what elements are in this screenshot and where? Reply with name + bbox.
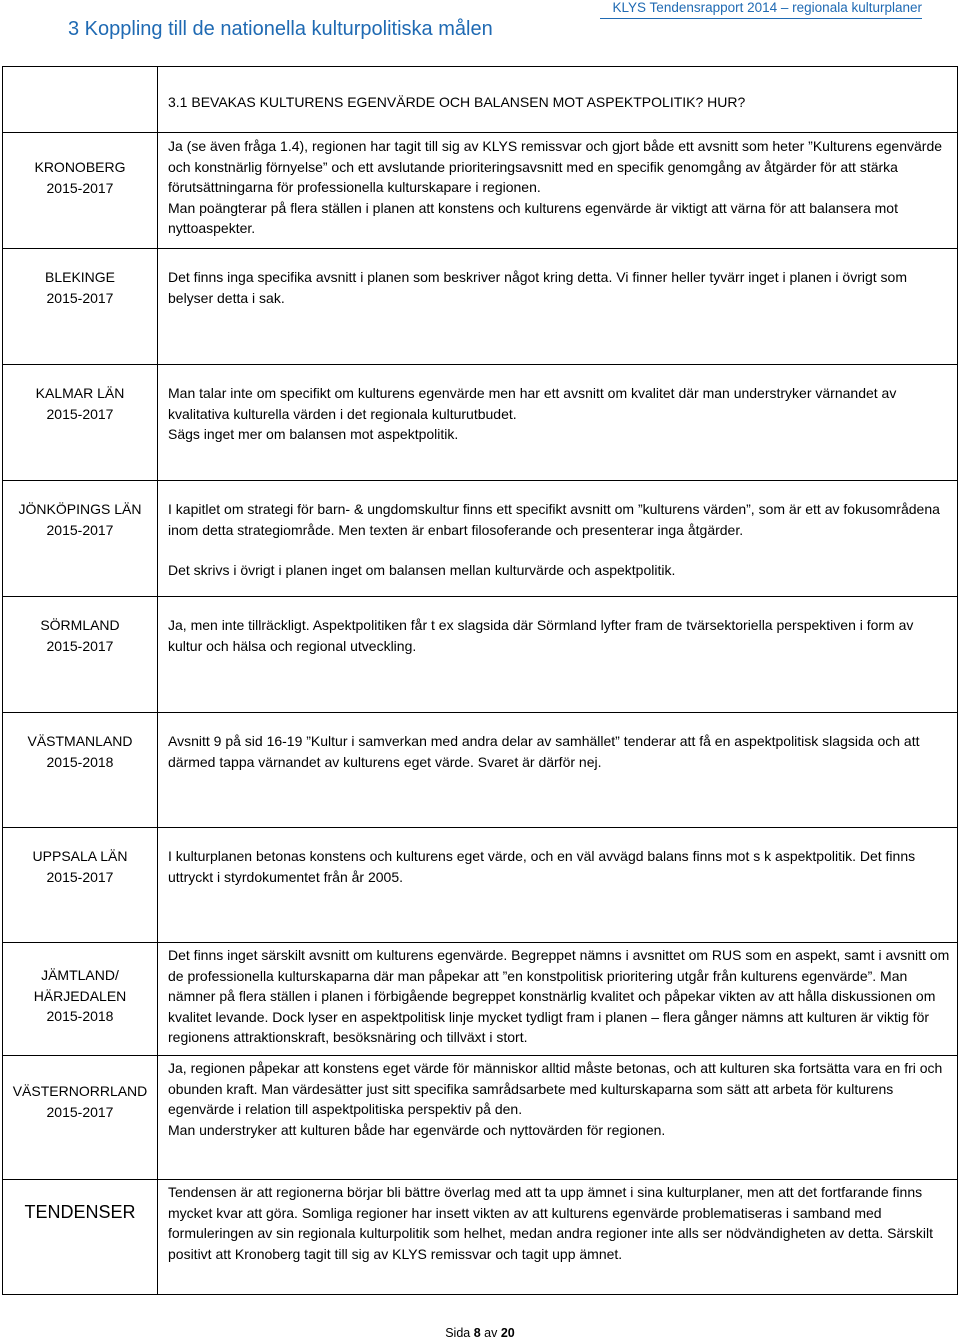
table-row	[3, 133, 958, 249]
paragraph: Ja (se även fråga 1.4), regionen har tagit till sig av KLYS remissvar och gjort både ett avsnitt som heter ”Kulturens egenvärde och konstnärlig förnyelse” och ett avslutande prioriteringsavsnitt med en specifik genomgång av åtgärder för att stärka förutsättningarna för professionella kulturskapare i regionen.	[168, 138, 943, 195]
footer-prefix: Sida	[445, 1326, 471, 1340]
table-row	[3, 1056, 958, 1180]
region-text-cell	[158, 1056, 958, 1180]
region-text-cell	[158, 713, 958, 828]
paragraph: I kapitlet om strategi för barn- & ungdomskultur finns ett specifikt avsnitt om ”kulturens värden”, som är ett av fokusområdena inom detta strategiområde. Men texten är enbart filosoferande och presenterar inga åtgärder.	[168, 501, 940, 538]
region-period: 2015-2017	[46, 1103, 114, 1120]
paragraph: Ja, men inte tillräckligt. Aspektpolitiken får t ex slagsida där Sörmland lyfter fram de tvärsektoriella perspektiven i form av kultur och hälsa och regional utveckling.	[168, 617, 914, 654]
table-row	[3, 713, 958, 828]
paragraph: Det skrivs i övrigt i planen inget om balansen mellan kulturvärde och aspektpolitik.	[168, 562, 676, 578]
paragraph: Tendensen är att regionerna börjar bli bättre överlag med att ta upp ämnet i sina kulturplaner, men att det fortfarande finns mycket kvar att göra. Somliga regioner har insett vikten av att kulturens egenvärde problematiseras i samband med formuleringen av sin regionala kulturpolitik som helhet, medan andra regioner inte alls ser nödvändigheten av detta. Särskilt positivt att Kronoberg tagit till sig av KLYS remissvar och tagit upp ämnet.	[168, 1184, 933, 1262]
region-name: BLEKINGE	[44, 269, 116, 285]
region-label-cell	[3, 133, 158, 249]
paragraph: Det finns inget särskilt avsnitt om kulturens egenvärde. Begreppet nämns i avsnittet om RUS som en aspekt, samt i avsnitt om de professionella kulturskaparna där man påpekar att ”en konstpolitisk prioritering utgår från kulturens egenvärde”. Man nämner på flera ställen i planen i förbigående begreppet konstnärlig kvalitet och påpekar vikten av att hålla diskussionen om kvalitet levande. Dock lyser en aspektpolitisk linje mycket tydligt fram i planen – flera gånger nämns att kulturen är viktig för regionens attraktionskraft, besöksnäring och tillväxt i stort.	[168, 947, 950, 1045]
page-footer	[0, 1326, 960, 1340]
region-text-cell	[158, 481, 958, 597]
region-text-cell	[158, 1180, 958, 1295]
region-name: SÖRMLAND	[40, 617, 120, 633]
paragraph: I kulturplanen betonas konstens och kulturens eget värde, och en väl avvägd balans finns mot s k aspektpolitik. Det finns uttryckt i styrdokumentet från år 2005.	[168, 848, 916, 885]
region-text-cell	[158, 943, 958, 1056]
region-text-cell	[158, 828, 958, 943]
region-name: JÖNKÖPINGS LÄN	[18, 501, 142, 517]
paragraph: Avsnitt 9 på sid 16-19 ”Kultur i samverkan med andra delar av samhället” tenderar att få en aspektpolitisk slagsida och att därmed tappa värnandet av kulturens eget värde. Svaret är därför nej.	[168, 733, 920, 770]
question-row	[3, 67, 958, 133]
paragraph: Ja, regionen påpekar att konstens eget värde för människor alltid måste betonas, och att kulturen ska fortsätta vara en fri och obunden kraft. Man värdesätter just sitt specifika samrådsarbete med kulturskaparna som sätt att arbeta för kulturens egenvärde i relation till aspektpolitiska perspektiv på den.	[168, 1060, 943, 1117]
region-label-cell	[3, 828, 158, 943]
region-label-cell	[3, 1056, 158, 1180]
region-period: 2015-2017	[46, 289, 114, 306]
footer-page-number: 8	[473, 1326, 481, 1340]
region-text-cell	[158, 133, 958, 249]
paragraph: Man understryker att kulturen både har egenvärde och nyttovärden för regionen.	[168, 1121, 666, 1138]
question-label-cell	[3, 67, 158, 133]
region-period: 2015-2017	[46, 868, 114, 885]
table-row	[3, 365, 958, 481]
region-period: 2015-2018	[46, 753, 114, 770]
region-text-cell	[158, 365, 958, 481]
region-name: KRONOBERG	[34, 159, 126, 175]
region-label-cell	[3, 597, 158, 713]
region-period: 2015-2017	[46, 637, 114, 654]
region-name: KALMAR LÄN	[35, 385, 125, 401]
paragraph: Man talar inte om specifikt om kulturens egenvärde men har ett avsnitt om kvalitet där man understryker värnandet av kvalitativa kulturella värden i det regionala kulturutbudet.	[168, 385, 897, 422]
region-label-cell	[3, 1180, 158, 1295]
page-header-title: 3 Koppling till de nationella kulturpolitiska målen	[68, 18, 493, 40]
question-text: 3.1 BEVAKAS KULTURENS EGENVÄRDE OCH BALANSEN MOT ASPEKTPOLITIK? HUR?	[168, 94, 746, 110]
question-cell	[158, 67, 958, 133]
region-label-cell	[3, 943, 158, 1056]
table-row	[3, 249, 958, 365]
tendenser-label: TENDENSER	[24, 1202, 136, 1222]
table-row	[3, 828, 958, 943]
region-text-cell	[158, 249, 958, 365]
region-name: VÄSTMANLAND	[27, 733, 133, 749]
paragraph: Man poängterar på flera ställen i planen att konstens och kulturens egenvärde är viktigt att värna för att balansera mot nyttoaspekter.	[168, 199, 898, 236]
region-period: 2015-2018	[46, 1008, 114, 1024]
region-text-cell	[158, 597, 958, 713]
page-header-doc-title: KLYS Tendensrapport 2014 – regionala kulturplaner	[612, 0, 922, 15]
table-row	[3, 943, 958, 1056]
region-label-cell	[3, 481, 158, 597]
table-row	[3, 597, 958, 713]
region-name: JÄMTLAND/ HÄRJEDALEN	[33, 967, 127, 1004]
region-name: UPPSALA LÄN	[32, 848, 128, 864]
table-row	[3, 1180, 958, 1295]
regions-table	[2, 66, 958, 1295]
header-rule	[600, 18, 922, 19]
table-row	[3, 481, 958, 597]
footer-middle: av	[484, 1326, 498, 1340]
region-label-cell	[3, 249, 158, 365]
footer-page-total: 20	[500, 1326, 515, 1340]
paragraph: Sägs inget mer om balansen mot aspektpolitik.	[168, 426, 459, 442]
region-period: 2015-2017	[46, 521, 114, 538]
paragraph: Det finns inga specifika avsnitt i planen som beskriver något kring detta. Vi finner heller tyvärr inget i planen i övrigt som belyser detta i sak.	[168, 269, 907, 306]
region-label-cell	[3, 713, 158, 828]
region-name: VÄSTERNORRLAND	[12, 1083, 148, 1099]
region-label-cell	[3, 365, 158, 481]
region-period: 2015-2017	[46, 179, 114, 196]
region-period: 2015-2017	[46, 405, 114, 422]
